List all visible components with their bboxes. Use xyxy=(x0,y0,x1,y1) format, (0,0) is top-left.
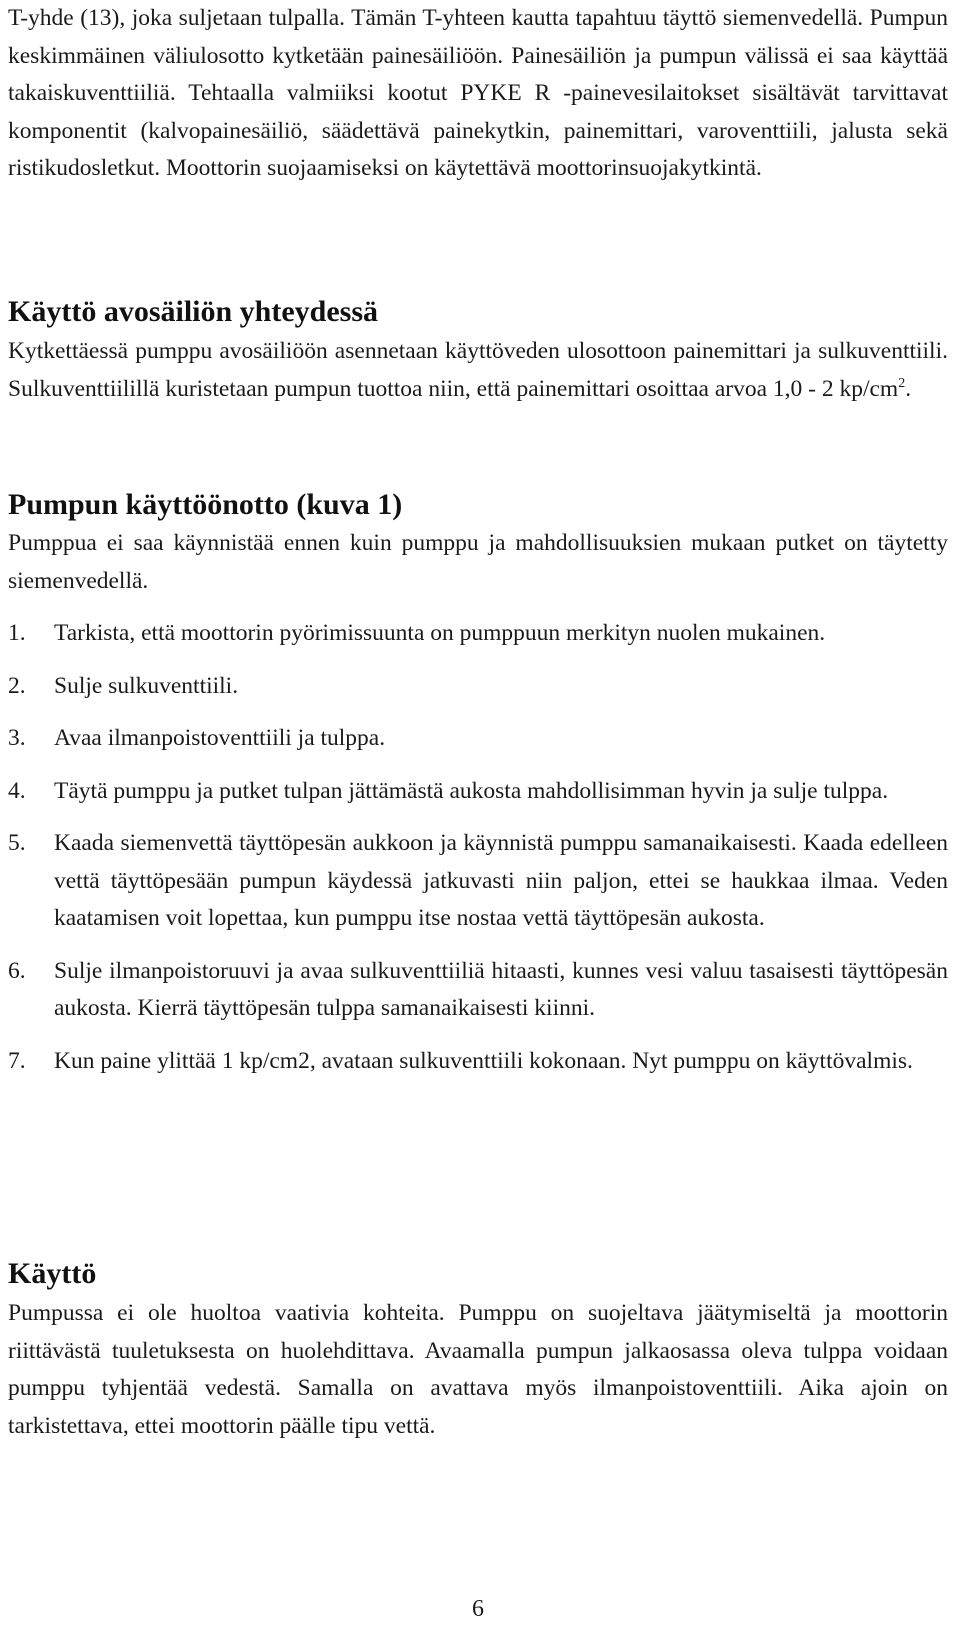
page-number: 6 xyxy=(472,1596,484,1622)
step-number: 3. xyxy=(8,725,26,751)
intro-paragraph: T-yhde (13), joka suljetaan tulpalla. Tämän T-yhteen kautta tapahtuu täyttö siemenvedellä. Pumpun keskimmäinen väliulosotto kytketään painesäiliöön. Painesäiliön ja pumpun välissä ei saa käyttää takaiskuventtiiliä. Tehtaalla valmiiksi kootut PYKE R -painevesilaitokset sisältävät tarvittavat komponentit (kalvopainesäiliö, säädettävä painekytkin, painemittari, varoventtiili, jalusta sekä ristikudosletkut. Moottorin suojaamiseksi on käytettävä moottorinsuojakytkintä. xyxy=(8,5,948,181)
commissioning-steps-list xyxy=(8,615,948,1095)
heading-open-tank-use: Käyttö avosäiliön yhteydessä xyxy=(8,295,379,328)
open-tank-text: Kytkettäessä pumppu avosäiliöön asennetaan käyttöveden ulosottoon painemittari ja sulkuventtiili. Sulkuventtiilillä kuristetaan pumpun tuottoa niin, että painemittari osoittaa arvoa 1,0 - 2 kp/cm xyxy=(8,338,948,402)
step-text: Kaada siemenvettä täyttöpesän aukkoon ja käynnistä pumppu samanaikaisesti. Kaada edelleen vettä täyttöpesään pumpun käydessä jatkuvasti niin paljon, ettei se haukkaa ilmaa. Veden kaatamisen voit lopettaa, kun pumppu itse nostaa vettä täyttöpesän aukosta. xyxy=(54,830,948,931)
use-paragraph: Pumpussa ei ole huoltoa vaativia kohteita. Pumppu on suojeltava jäätymiseltä ja moottorin riittävästä tuuletuksesta on huolehdittava. Avaamalla pumpun jalkaosassa oleva tulppa voidaan pumppu tyhjentää vedestä. Samalla on avattava myös ilmanpoistoventtiili. Aika ajoin on tarkistettava, ettei moottorin päälle tipu vettä. xyxy=(8,1300,948,1439)
list-item xyxy=(8,615,948,653)
step-number: 5. xyxy=(8,830,26,856)
list-item xyxy=(8,825,948,938)
list-item xyxy=(8,953,948,1028)
open-tank-text-end: . xyxy=(905,375,912,402)
step-text: Täytä pumppu ja putket tulpan jättämästä aukosta mahdollisimman hyvin ja sulje tulppa. xyxy=(54,777,889,804)
list-item xyxy=(8,1043,948,1081)
step-number: 1. xyxy=(8,620,26,646)
heading-commissioning: Pumpun käyttöönotto (kuva 1) xyxy=(8,488,403,521)
step-text: Sulje sulkuventtiili. xyxy=(54,672,239,699)
step-number: 6. xyxy=(8,957,26,984)
step-text: Avaa ilmanpoistoventtiili ja tulppa. xyxy=(54,725,386,751)
step-text: Tarkista, että moottorin pyörimissuunta on pumppuun merkityn nuolen mukainen. xyxy=(54,620,826,646)
heading-use: Käyttö xyxy=(8,1257,97,1290)
list-item xyxy=(8,773,948,811)
superscript-two: 2 xyxy=(898,375,906,391)
step-number: 7. xyxy=(8,1047,26,1074)
list-item xyxy=(8,720,948,758)
step-text: Sulje ilmanpoistoruuvi ja avaa sulkuventtiiliä hitaasti, kunnes vesi valuu tasaisesti täyttöpesän aukosta. Kierrä täyttöpesän tulppa samanaikaisesti kiinni. xyxy=(54,957,948,1021)
step-text: Kun paine ylittää 1 kp/cm2, avataan sulkuventtiili kokonaan. Nyt pumppu on käyttövalmis. xyxy=(54,1047,913,1074)
step-number: 4. xyxy=(8,777,26,804)
list-item xyxy=(8,668,948,706)
commissioning-paragraph: Pumppua ei saa käynnistää ennen kuin pumppu ja mahdollisuuksien mukaan putket on täytetty siemenvedellä. xyxy=(8,530,948,594)
step-number: 2. xyxy=(8,672,26,699)
document-page xyxy=(8,0,948,1646)
open-tank-paragraph xyxy=(8,333,948,408)
